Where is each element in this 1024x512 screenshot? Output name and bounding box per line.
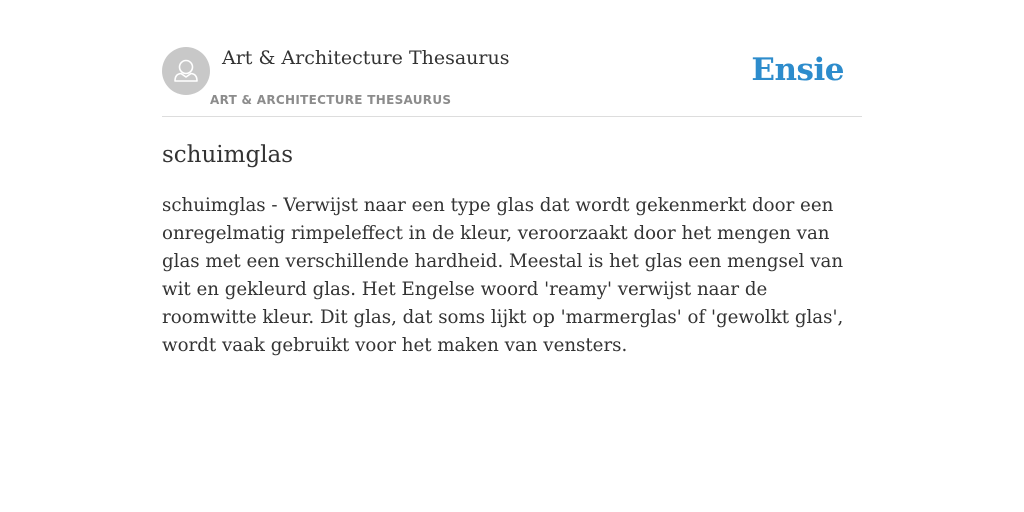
- page-title: schuimglas: [162, 142, 294, 168]
- entry-header: [162, 0, 862, 117]
- page-container: [162, 0, 862, 356]
- source-label[interactable]: ART & ARCHITECTURE THESAURUS: [210, 93, 452, 107]
- brand-logo[interactable]: Ensie: [751, 52, 844, 88]
- definition-text: schuimglas - Verwijst naar een type glas dat wordt gekenmerkt door een onregelmatig rimpeleffect in de kleur, veroorzaakt door het mengen van glas met een verschillende hardheid. Meestal is het glas een mengsel van wit en gekleurd glas. Het Engelse woord 'reamy' verwijst naar de roomwitte kleur. Dit glas, dat soms lijkt op 'marmerglas' of 'gewolkt glas', wordt vaak gebruikt voor het maken van vensters.: [162, 195, 844, 356]
- author-name-link[interactable]: Art & Architecture Thesaurus: [222, 47, 510, 69]
- user-avatar-icon[interactable]: [162, 47, 210, 95]
